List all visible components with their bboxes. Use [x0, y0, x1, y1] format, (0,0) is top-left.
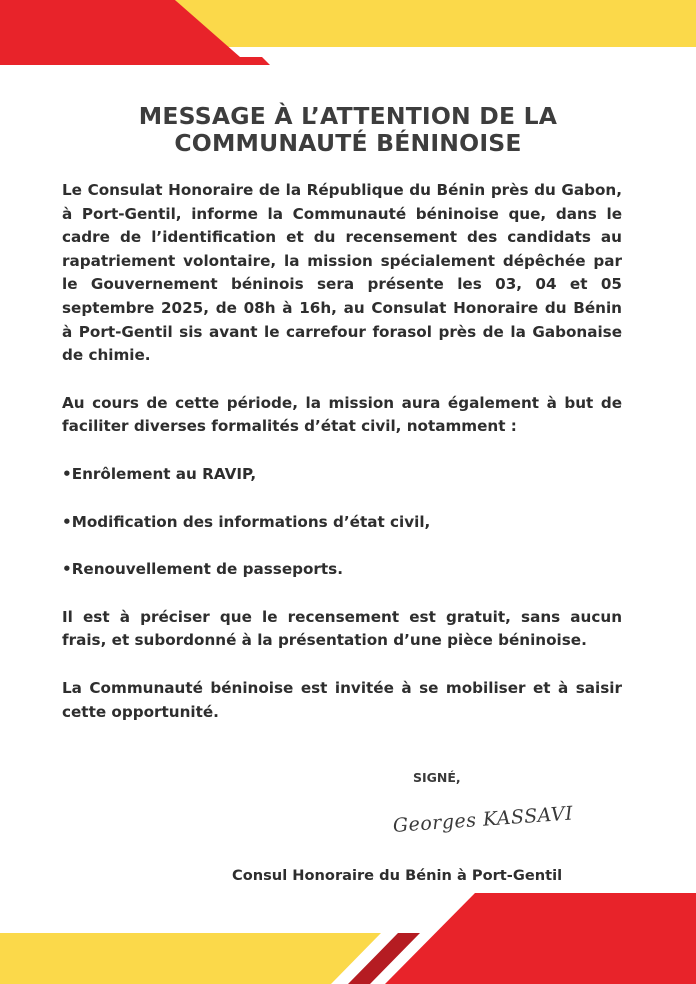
signed-label: SIGNÉ,	[413, 770, 461, 785]
bullet-item-passports: •Renouvellement de passeports.	[62, 560, 343, 579]
top-red-stripe	[0, 57, 270, 65]
formalities-paragraph: Au cours de cette période, la mission aura également à but de faciliter diverses formalités d’état civil, notamment :	[62, 393, 622, 436]
bottom-dark-red-stripe	[348, 933, 420, 984]
title-line-2: COMMUNAUTÉ BÉNINOISE	[174, 129, 522, 157]
bullet-item-civil-status: •Modification des informations d’état civil,	[62, 512, 431, 531]
message-body	[62, 179, 622, 724]
bottom-red-band	[385, 893, 696, 984]
handwritten-signature: Georges KASSAVI	[392, 802, 574, 837]
bullet-item-ravip: •Enrôlement au RAVIP,	[62, 464, 257, 483]
consul-title: Consul Honoraire du Bénin à Port-Gentil	[232, 867, 563, 884]
top-yellow-band	[175, 0, 696, 47]
top-red-band	[0, 0, 240, 65]
call-to-action-paragraph: La Communauté béninoise est invitée à se mobiliser et à saisir cette opportunité.	[62, 678, 622, 721]
page-title	[40, 103, 656, 157]
free-census-paragraph: Il est à préciser que le recensement est gratuit, sans aucun frais, et subordonné à la présentation d’une pièce béninoise.	[62, 607, 622, 650]
intro-paragraph: Le Consulat Honoraire de la République du Bénin près du Gabon, à Port-Gentil, informe la Communauté béninoise que, dans le cadre de l’identification et du recensement des candidats au rapatriement volontaire, la mission spécialement dépêchée par le Gouvernement béninois sera présente les 03, 04 et 05 septembre 2025, de 08h à 16h, au Consulat Honoraire du Bénin à Port-Gentil sis avant le carrefour forasol près de la Gabonaise de chimie.	[62, 181, 622, 365]
title-line-1: MESSAGE À L’ATTENTION DE LA	[138, 102, 558, 130]
bottom-yellow-band	[0, 933, 381, 984]
